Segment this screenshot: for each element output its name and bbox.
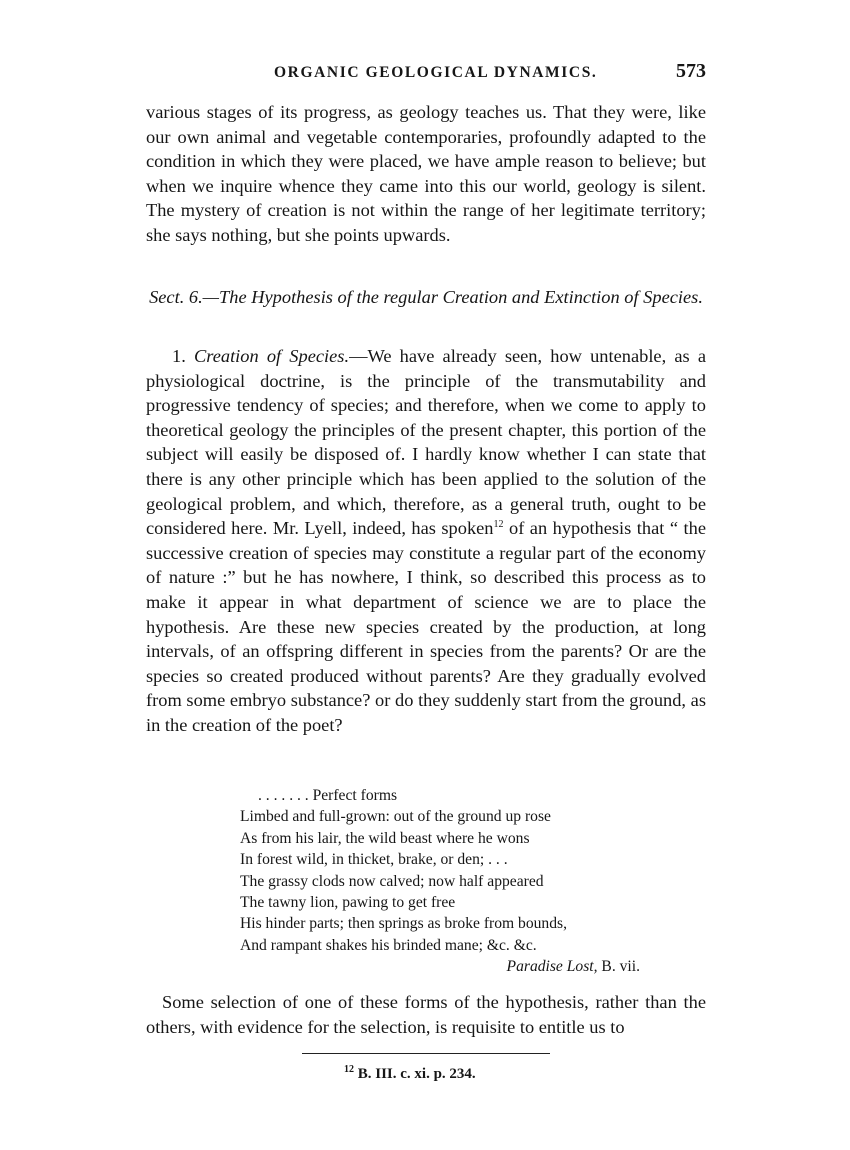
running-head: ORGANIC GEOLOGICAL DYNAMICS. (274, 64, 598, 81)
section-heading (146, 285, 706, 309)
paragraph-final (146, 990, 706, 1039)
paragraph-text-part-1: —We have already seen, how untenable, as a physiological doctrine, is the principle of the transmutability and progressive tendency of species; and therefore, when we come to apply to theoretical geology the principles of the present chapter, this portion of the subject will easily be disposed of. I hardly know whether I can state that there is any other principle which has been applied to the solution of the geological problem, and which, therefore, as a general truth, ought to be considered here. Mr. Lyell, indeed, has spoken (146, 346, 706, 539)
section-prefix: Sect. 6.— (149, 287, 220, 307)
poem-line: The grassy clods now calved; now half appeared (240, 872, 544, 890)
poem-line: And rampant shakes his brinded mane; &c. &c. (240, 936, 537, 954)
page-number: 573 (676, 60, 706, 82)
footnote-marker: 12 (344, 1064, 354, 1075)
footnote-reference: 12 (493, 519, 504, 531)
paragraph-continued (146, 100, 706, 248)
poem-line: His hinder parts; then springs as broke from bounds, (240, 915, 567, 933)
poem-quotation (240, 785, 640, 978)
footnote-text: B. III. c. xi. p. 234. (354, 1066, 476, 1082)
section-title: The Hypothesis of the regular Creation and Extinction of Species. (219, 287, 703, 307)
poem-line: . . . . . . . Perfect forms (258, 787, 398, 804)
poem-line: In forest wild, in thicket, brake, or den; . . . (240, 851, 508, 869)
footnote-divider (302, 1053, 550, 1054)
paragraph-text-part-2: of an hypothesis that “ the successive creation of species may constitute a regular part of the economy of nature :” but he has nowhere, I think, so described this process as to make it appear in what department of science we are to place the hypothesis. Are these new species created by the production, at long intervals, of an offspring different in species from the parents? Or are the species so created produced without parents? Are they gradually evolved from some embryo substance? or do they suddenly start from the ground, as in the creation of the poet? (146, 518, 706, 735)
page-header (146, 60, 706, 88)
paragraph-creation-of-species (146, 344, 706, 738)
citation-ref: B. vii. (597, 958, 640, 976)
paragraph-text: various stages of its progress, as geology teaches us. That they were, like our own animal and vegetable contemporaries, profoundly adapted to the condition in which they were placed, we have ample reason to believe; but when we inquire whence they came into this our world, geology is silent. The mystery of creation is not within the range of her legitimate territory; she says nothing, but she points upwards. (146, 102, 706, 245)
footnote (344, 1066, 476, 1083)
poem-line: The tawny lion, pawing to get free (240, 894, 456, 912)
paragraph-text (146, 344, 706, 738)
paragraph-lead: Creation of Species. (193, 346, 350, 366)
poem-line: Limbed and full-grown: out of the ground up rose (240, 808, 551, 826)
paragraph-number: 1. (172, 346, 186, 366)
paragraph-text: Some selection of one of these forms of the hypothesis, rather than the others, with evidence for the selection, is requisite to entitle us to (146, 992, 706, 1037)
citation-title: Paradise Lost, (506, 958, 598, 976)
poem-citation (240, 956, 640, 977)
poem-line: As from his lair, the wild beast where he wons (240, 829, 530, 847)
